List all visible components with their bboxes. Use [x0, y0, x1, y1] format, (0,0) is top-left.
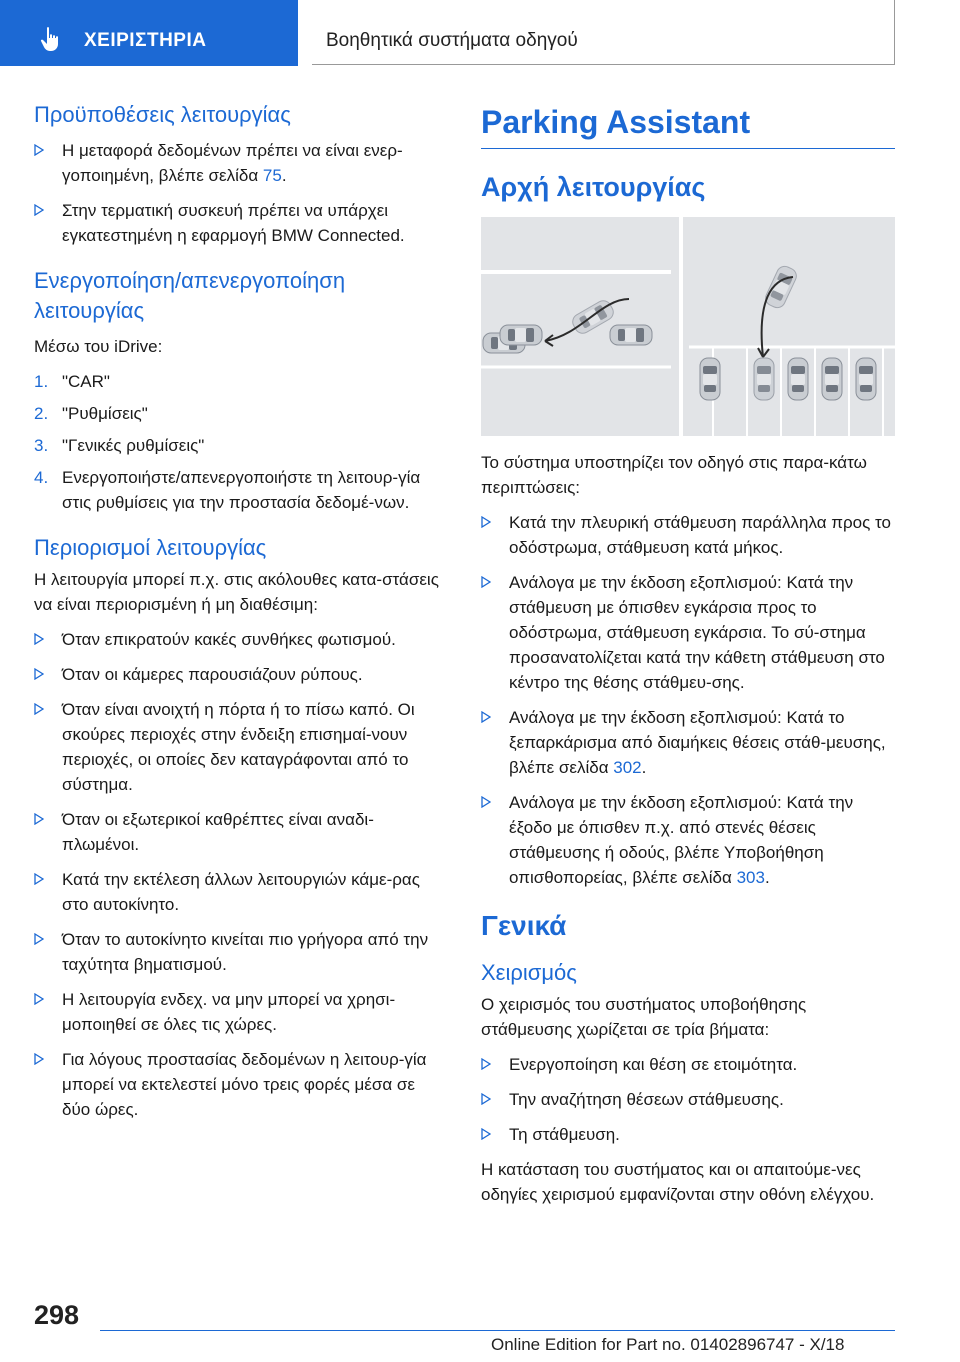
list-item: [34, 198, 446, 248]
list-item: [34, 807, 446, 857]
step-text: Ενεργοποιήστε/απενεργοποιήστε τη λειτουρ-γία στις ρυθμίσεις για την προστασία δεδομέ-νων.: [62, 468, 421, 512]
triangle-bullet-icon: [34, 144, 44, 156]
list-item-text: Όταν επικρατούν κακές συνθήκες φωτισμού.: [62, 630, 396, 649]
list-item: [34, 1047, 446, 1122]
list-item: [34, 927, 446, 977]
list-item: [481, 570, 895, 695]
toggle-heading: Ενεργοποίηση/απενεργοποίηση λειτουργίας: [34, 268, 346, 323]
page-header: [0, 0, 960, 66]
list-item-text: Για λόγους προστασίας δεδομένων η λειτουρ-γία μπορεί να εκτελεστεί μόνο τρεις φορές μέσα σε δύο ώρες.: [62, 1050, 427, 1119]
list-item-text: Όταν είναι ανοιχτή η πόρτα ή το πίσω καπό. Οι σκούρες περιοχές στην ένδειξη επισημαί-νουν περιοχές, οι οποίες δεν καταγράφονται από το σύστημα.: [62, 700, 415, 794]
list-item: [481, 1052, 895, 1077]
page-reference-link[interactable]: 302: [613, 758, 642, 777]
parking-illustration: [481, 217, 895, 436]
triangle-bullet-icon: [34, 703, 44, 715]
list-item-text: Η λειτουργία ενδεχ. να μην μπορεί να χρησι-μοποιηθεί σε όλες τις χώρες.: [62, 990, 396, 1034]
triangle-bullet-icon: [481, 796, 491, 808]
triangle-bullet-icon: [34, 873, 44, 885]
triangle-bullet-icon: [34, 204, 44, 216]
list-item-tail: .: [281, 166, 287, 185]
triangle-bullet-icon: [481, 1093, 491, 1105]
list-item: [34, 867, 446, 917]
step-text: "Γενικές ρυθμίσεις": [62, 436, 205, 455]
hand-pointer-icon: [38, 26, 64, 52]
list-item: [34, 138, 446, 188]
operation-heading: Χειρισμός: [481, 960, 577, 985]
triangle-bullet-icon: [481, 1128, 491, 1140]
edition-text: Online Edition for Part no. 01402896747 - X/18: [491, 1335, 845, 1354]
step-number: 4.: [34, 468, 49, 487]
step-item: [34, 433, 446, 458]
list-item: [34, 987, 446, 1037]
chapter-tab[interactable]: [0, 0, 298, 66]
footer-divider: [100, 1330, 895, 1331]
list-item: [481, 705, 895, 780]
triangle-bullet-icon: [34, 1053, 44, 1065]
section-tab[interactable]: [312, 0, 895, 65]
triangle-bullet-icon: [34, 993, 44, 1005]
list-item-text: Ανάλογα με την έκδοση εξοπλισμού: Κατά την έξοδο με όπισθεν π.χ. από στενές θέσεις στάθμευσης ή οδούς, βλέπε Υποβοήθηση οπισθοπορείας, βλέπε σελίδα: [509, 793, 854, 887]
triangle-bullet-icon: [481, 576, 491, 588]
list-item-text: Την αναζήτηση θέσεων στάθμευσης.: [509, 1090, 784, 1109]
general-heading: Γενικά: [481, 910, 567, 941]
chapter-tab-label: ΧΕΙΡΙΣΤΗΡΙΑ: [84, 30, 207, 51]
triangle-bullet-icon: [481, 516, 491, 528]
limits-heading: Περιορισμοί λειτουργίας: [34, 535, 267, 560]
operation-intro: Ο χειρισμός του συστήματος υποβοήθησης στάθμευσης χωρίζεται σε τρία βήματα:: [481, 995, 807, 1039]
page-number: 298: [34, 1300, 80, 1330]
right-column: [481, 100, 895, 1217]
triangle-bullet-icon: [34, 668, 44, 680]
step-item: [34, 465, 446, 515]
list-item: [481, 1122, 895, 1147]
section-tab-label: Βοηθητικά συστήματα οδηγού: [326, 30, 578, 51]
list-item-text: Κατά την εκτέλεση άλλων λειτουργιών κάμε-ρας στο αυτοκίνητο.: [62, 870, 420, 914]
list-item-text: Ενεργοποίηση και θέση σε ετοιμότητα.: [509, 1055, 798, 1074]
list-item-text: Όταν το αυτοκίνητο κινείται πιο γρήγορα από την ταχύτητα βηματισμού.: [62, 930, 429, 974]
operation-outro: Η κατάσταση του συστήματος και οι απαιτούμε-νες οδηγίες χειρισμού εμφανίζονται στην οθόνη ελέγχου.: [481, 1160, 875, 1204]
list-item-text: Στην τερματική συσκευή πρέπει να υπάρχει εγκατεστημένη η εφαρμογή BMW Connected.: [62, 201, 405, 245]
list-item-tail: .: [641, 758, 647, 777]
principle-heading: Αρχή λειτουργίας: [481, 172, 706, 202]
page-title: Parking Assistant: [481, 100, 895, 149]
step-item: [34, 401, 446, 426]
list-item: [481, 1087, 895, 1112]
step-text: "Ρυθμίσεις": [62, 404, 148, 423]
list-item: [481, 510, 895, 560]
page-reference-link[interactable]: 303: [736, 868, 765, 887]
list-item-text: Κατά την πλευρική στάθμευση παράλληλα προς το οδόστρωμα, στάθμευση κατά μήκος.: [509, 513, 891, 557]
operation-list: [481, 1052, 895, 1147]
step-text: "CAR": [62, 372, 110, 391]
list-item: [34, 697, 446, 797]
triangle-bullet-icon: [34, 813, 44, 825]
list-item: [481, 790, 895, 890]
step-item: [34, 369, 446, 394]
prereq-list: [34, 138, 446, 248]
page-reference-link[interactable]: 75: [262, 166, 282, 185]
triangle-bullet-icon: [481, 711, 491, 723]
triangle-bullet-icon: [34, 933, 44, 945]
prereq-heading: Προϋποθέσεις λειτουργίας: [34, 102, 291, 127]
list-item-text: Ανάλογα με την έκδοση εξοπλισμού: Κατά την στάθμευση με όπισθεν εγκάρσια προς το οδόστρωμα, στάθμευση εγκάρσια. Το σύ-στημα προσανατολίζεται κατά την κάθετη στάθμευση στο κέντρο της θέσης στάθμευ-σης.: [509, 573, 885, 692]
list-item-text: Όταν οι εξωτερικοί καθρέπτες είναι αναδι-πλωμένοι.: [62, 810, 374, 854]
limits-list: [34, 627, 446, 1122]
step-number: 2.: [34, 404, 49, 423]
list-item-text: Όταν οι κάμερες παρουσιάζουν ρύπους.: [62, 665, 363, 684]
list-item-tail: .: [764, 868, 770, 887]
limits-intro: Η λειτουργία μπορεί π.χ. στις ακόλουθες κατα-στάσεις να είναι περιορισμένη ή μη διαθέσιμη:: [34, 570, 439, 614]
list-item-text: Ανάλογα με την έκδοση εξοπλισμού: Κατά το ξεπαρκάρισμα από διαμήκεις θέσεις στάθ-μευσης, βλέπε σελίδα: [509, 708, 886, 777]
step-number: 1.: [34, 372, 49, 391]
toggle-intro: Μέσω του iDrive:: [34, 337, 163, 356]
principle-intro: Το σύστημα υποστηρίζει τον οδηγό στις παρα-κάτω περιπτώσεις:: [481, 453, 867, 497]
triangle-bullet-icon: [34, 633, 44, 645]
list-item: [34, 627, 446, 652]
triangle-bullet-icon: [481, 1058, 491, 1070]
left-column: [34, 100, 446, 1132]
list-item: [34, 662, 446, 687]
list-item-text: Τη στάθμευση.: [509, 1125, 620, 1144]
principle-list: [481, 510, 895, 890]
steps-list: [34, 369, 446, 515]
list-item-text: Η μεταφορά δεδομένων πρέπει να είναι ενερ-γοποιημένη, βλέπε σελίδα: [62, 141, 403, 185]
step-number: 3.: [34, 436, 49, 455]
